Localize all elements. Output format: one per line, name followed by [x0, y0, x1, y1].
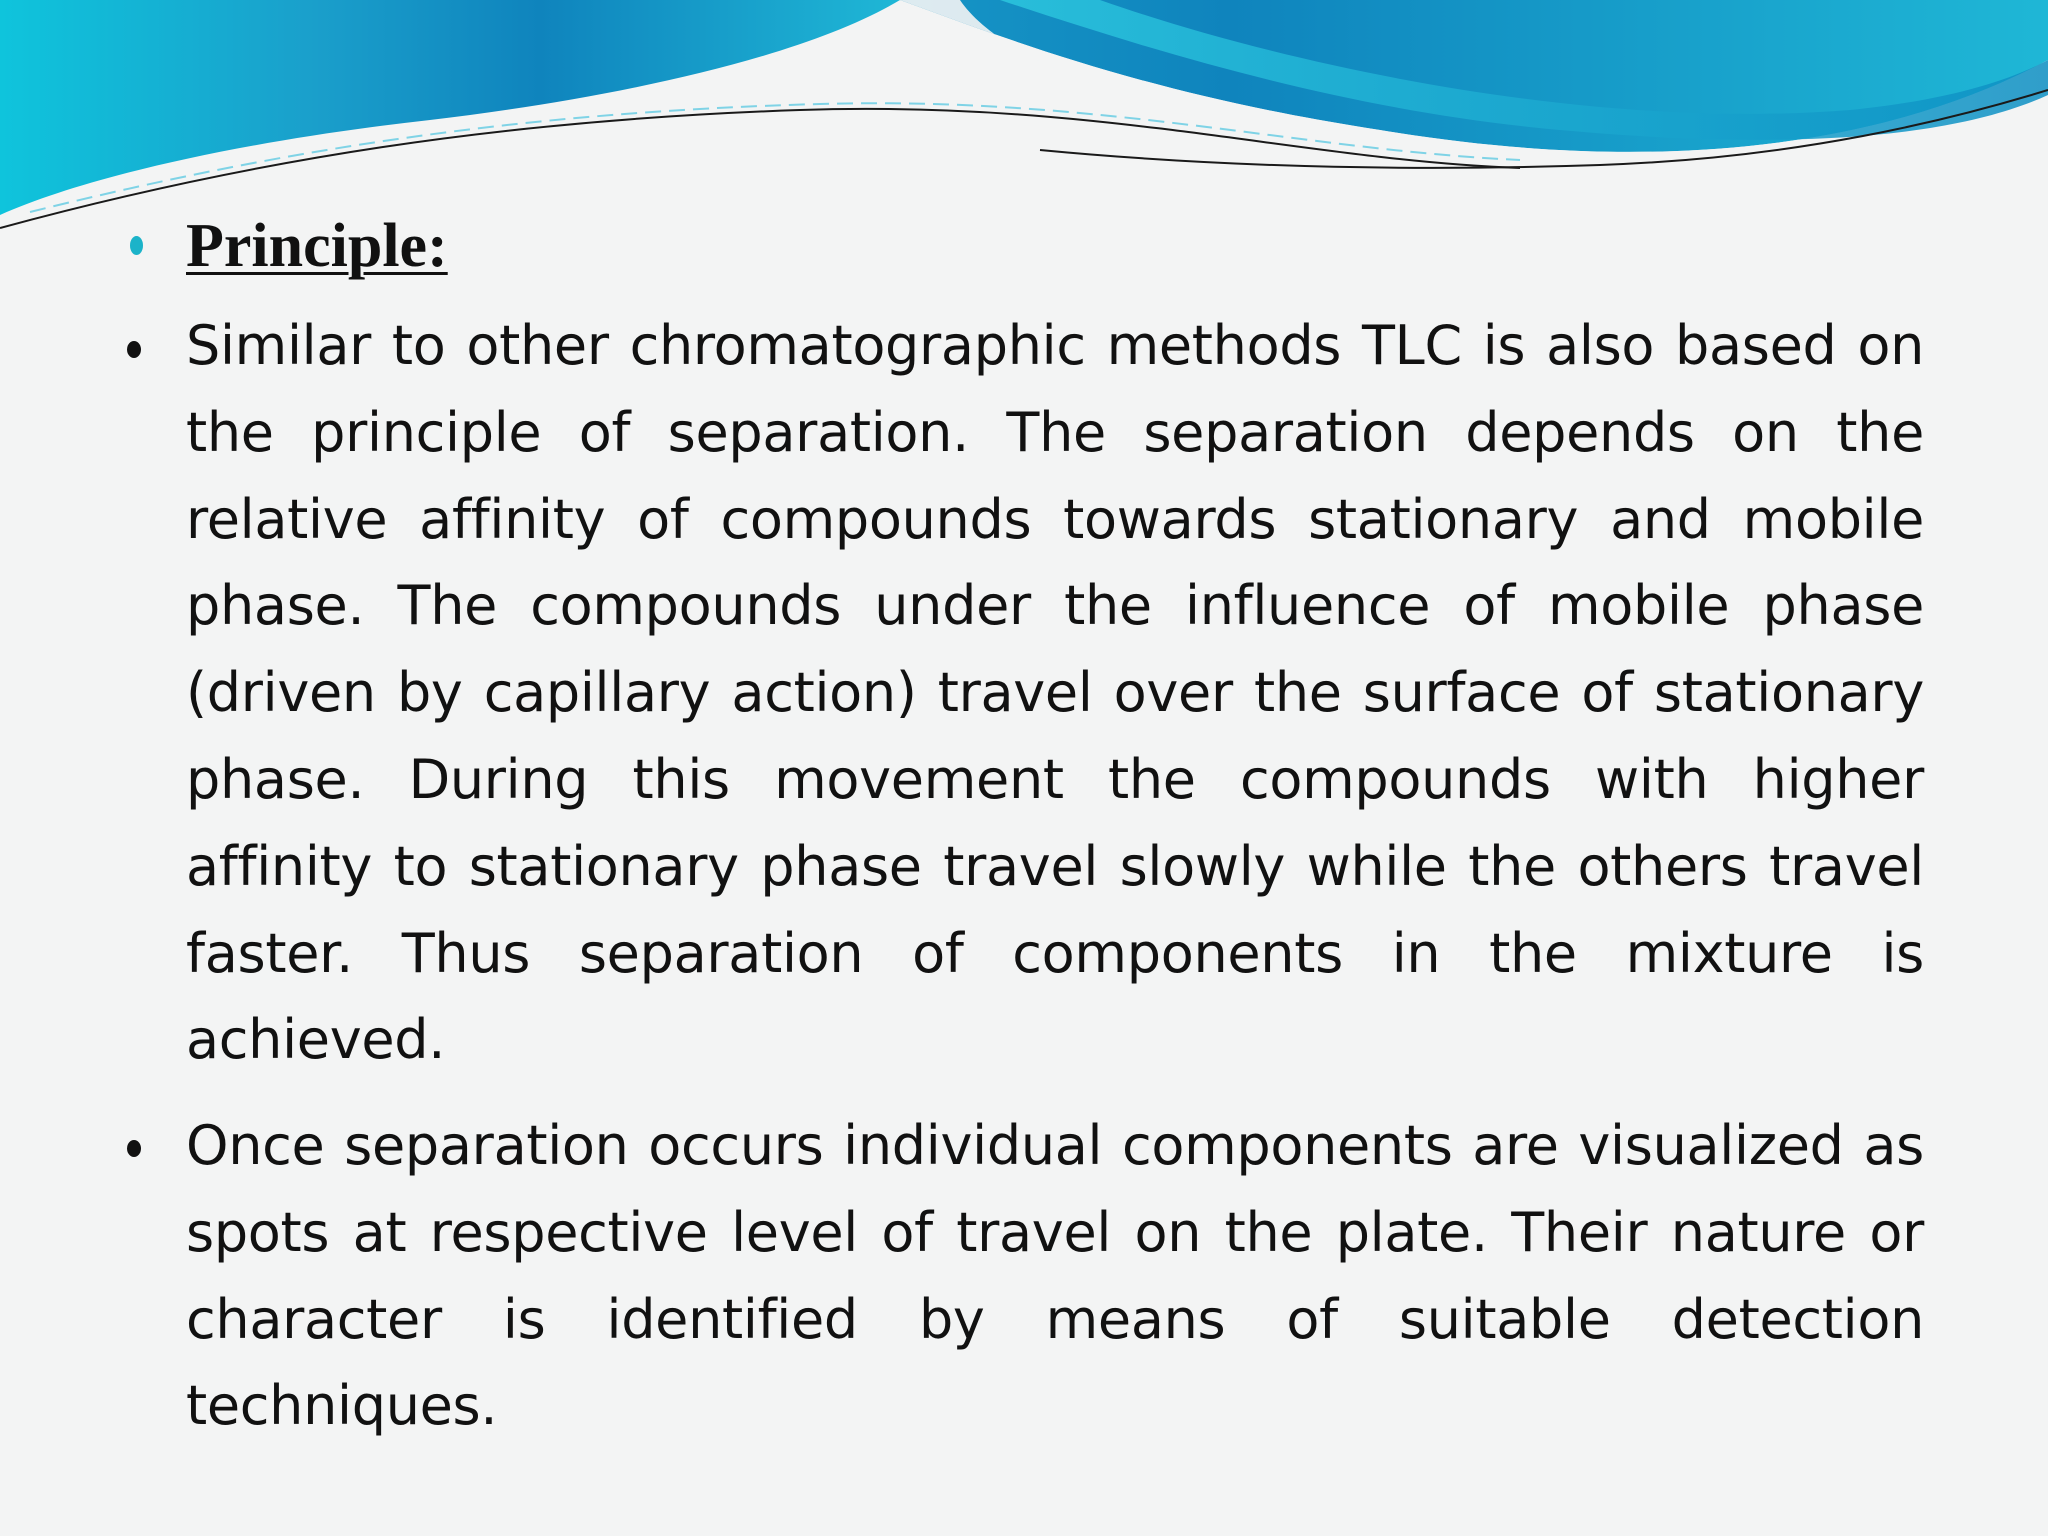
slide-heading: Principle: [186, 212, 448, 280]
bullet-paragraph-2: Once separation occurs individual components are visualized as spots at respective level of travel on the plate. Their nature or character is identified by means of suitable detection techniques. [186, 1114, 1924, 1438]
heading-bullet-icon [130, 236, 143, 255]
bullet-icon [127, 1140, 141, 1157]
bullet-icon [127, 341, 141, 358]
bullet-paragraph-1: Similar to other chromatographic methods TLC is also based on the principle of separation. The separation depends on the relative affinity of compounds towards stationary and mobile phase. The compounds under the influence of mobile phase (driven by capillary action) travel over the surface of stationary phase. During this movement the compounds with higher affinity to stationary phase travel slowly while the others travel faster. Thus separation of components in the mixture is achieved. [186, 314, 1924, 1072]
